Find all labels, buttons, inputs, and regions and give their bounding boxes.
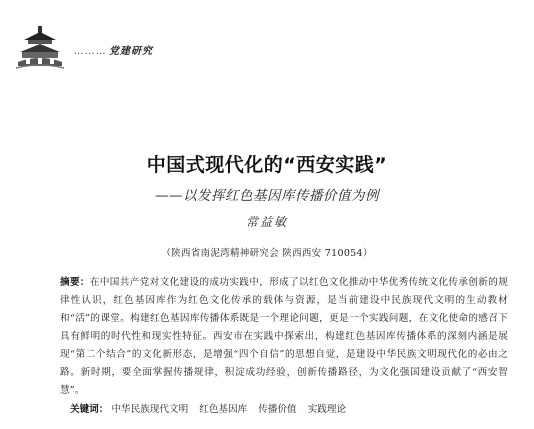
article-author: 常益敏: [245, 215, 288, 229]
keyword-item: 红色基因库: [199, 404, 248, 415]
keyword-item: 传播价值: [258, 404, 297, 415]
author-affiliation: （陕西省南泥湾精神研究会 陕西西安 710054）: [161, 248, 373, 259]
journal-header: [14, 22, 214, 74]
keyword-item: 实践理论: [307, 404, 347, 415]
journal-name-text: 党建研究: [109, 46, 153, 57]
abstract-text: 在中国共产党对文化建设的成功实践中，形成了以红色文化推动中华优秀传统文化传承创新的规律性认识，红色基因库作为红色文化传承的载体与资源，是当前建设中民族现代文明的生动教材和“活”的课堂。构建红色基因库传播体系既是一个理论问题，更是一个实践问题，在文化使命的感召下具有鲜明的时代性和现实性特征。西安市在实践中探索出，构建红色基因库传播体系的深刻内涵是展现“第二个结合”的文化新形态，是增强“四个自信”的思想自觉，是建设中华民族文明现代化的必由之路。新时期，要全面掌握传播规律，积淀成功经验，创新传播路径，为文化强国建设贡献了“西安智慧”。: [60, 277, 508, 396]
article-subtitle: ——以发挥红色基因库传播价值为例: [155, 188, 379, 204]
abstract: [60, 274, 508, 400]
article-title: 中国式现代化的“西安实践”: [146, 154, 388, 176]
abstract-label: 摘要：: [60, 277, 90, 288]
keyword-item: 中华民族现代文明: [111, 404, 189, 415]
journal-logo-icon: [14, 22, 66, 70]
journal-name: [74, 42, 153, 57]
header-dots: ………: [74, 46, 107, 57]
keywords: [70, 401, 510, 415]
keywords-label: 关键词：: [70, 404, 109, 415]
